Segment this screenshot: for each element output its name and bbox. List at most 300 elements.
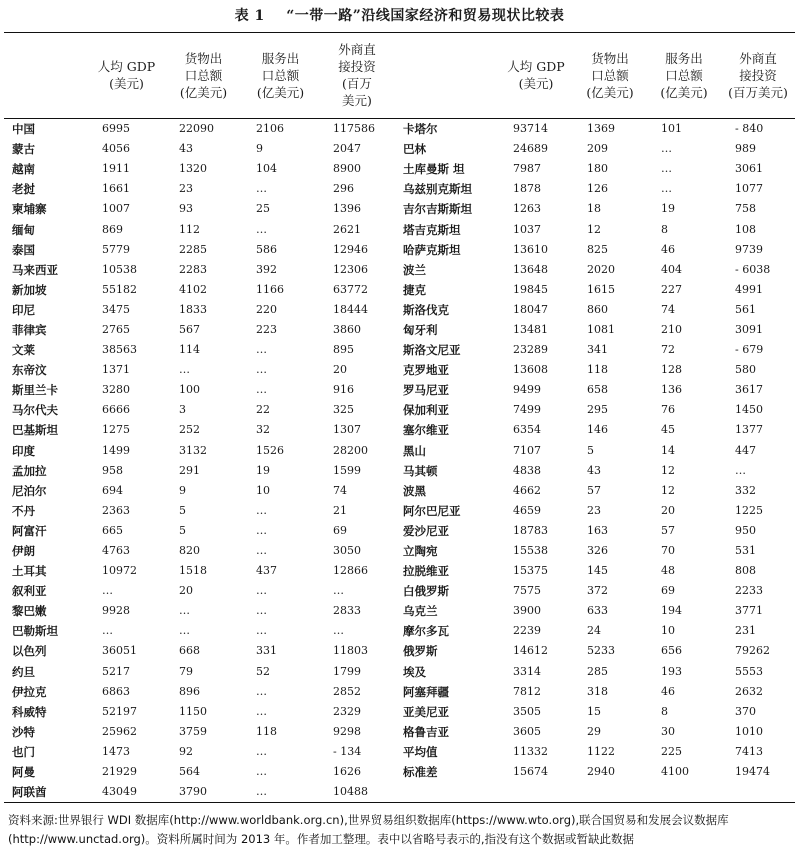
- left-services-cell: …: [256, 343, 267, 357]
- left-country-cell: 蒙古: [12, 142, 35, 157]
- left-country-cell: 马尔代夫: [12, 403, 58, 418]
- right-country-cell: 拉脱维亚: [403, 564, 449, 579]
- left-country-cell: 巴勒斯坦: [12, 624, 58, 639]
- right-goods-cell: 341: [587, 343, 608, 357]
- left-country-cell: 尼泊尔: [12, 483, 47, 498]
- table-row: [4, 662, 795, 682]
- right-goods-cell: 209: [587, 142, 608, 156]
- left-gdp-cell: 21929: [102, 765, 137, 779]
- left-goods-cell: 2285: [179, 242, 207, 256]
- right-gdp-cell: 7107: [513, 443, 541, 457]
- right-country-cell: 斯洛伐克: [403, 302, 449, 317]
- right-gdp-cell: 13610: [513, 242, 548, 256]
- right-services-cell: [647, 782, 721, 803]
- table-body: [4, 119, 795, 803]
- right-fdi-cell: 370: [735, 704, 756, 718]
- right-fdi-cell: 108: [735, 222, 756, 236]
- right-fdi-cell: 531: [735, 544, 756, 558]
- left-services-cell: …: [256, 363, 267, 377]
- table-row: [4, 722, 795, 742]
- right-goods-cell: 372: [587, 584, 608, 598]
- right-fdi-cell: 2632: [735, 684, 763, 698]
- left-services-cell: …: [256, 383, 267, 397]
- right-gdp-cell: 14612: [513, 644, 548, 658]
- left-services-cell: …: [256, 765, 267, 779]
- right-country-cell: 埃及: [403, 664, 426, 679]
- left-gdp-cell: 38563: [102, 343, 137, 357]
- left-goods-cell: …: [179, 363, 190, 377]
- table-row: [4, 179, 795, 199]
- right-gdp-cell: 23289: [513, 343, 548, 357]
- right-country-cell: 标准差: [403, 765, 438, 780]
- left-goods-cell: …: [179, 604, 190, 618]
- left-gdp-cell: 10538: [102, 262, 137, 276]
- right-country-cell: 亚美尼亚: [403, 704, 449, 719]
- right-gdp-cell: 3605: [513, 724, 541, 738]
- right-fdi-cell: 5553: [735, 664, 763, 678]
- left-country-cell: 印度: [12, 443, 35, 458]
- right-gdp-cell: 4838: [513, 463, 541, 477]
- left-services-cell: …: [256, 182, 267, 196]
- right-country-cell: 哈萨克斯坦: [403, 242, 461, 257]
- left-country-cell: 马来西亚: [12, 262, 58, 277]
- left-fdi-cell: …: [333, 584, 344, 598]
- left-goods-cell: 1320: [179, 162, 207, 176]
- left-gdp-cell: 4056: [102, 142, 130, 156]
- left-gdp-cell: 1661: [102, 182, 130, 196]
- left-fdi-cell: 117586: [333, 122, 375, 136]
- right-goods-cell: 825: [587, 242, 608, 256]
- left-gdp-cell: 3475: [102, 302, 130, 316]
- header-country-right: [395, 33, 499, 119]
- right-country-cell: 塔吉克斯坦: [403, 222, 461, 237]
- right-fdi-cell: 2233: [735, 584, 763, 598]
- left-gdp-cell: 665: [102, 523, 123, 537]
- right-fdi-cell: 1225: [735, 503, 763, 517]
- left-country-cell: 老挝: [12, 182, 35, 197]
- left-country-cell: 阿联酋: [12, 785, 47, 800]
- right-country-cell: 格鲁吉亚: [403, 724, 449, 739]
- left-country-cell: 不丹: [12, 503, 35, 518]
- right-country-cell: 马其顿: [403, 463, 438, 478]
- right-goods-cell: 163: [587, 523, 608, 537]
- left-goods-cell: 668: [179, 644, 200, 658]
- table-row: [4, 682, 795, 702]
- left-fdi-cell: 1799: [333, 664, 361, 678]
- left-goods-cell: 2283: [179, 262, 207, 276]
- left-fdi-cell: 1599: [333, 463, 361, 477]
- left-country-cell: 新加坡: [12, 282, 47, 297]
- right-services-cell: 74: [661, 302, 675, 316]
- right-fdi-cell: 332: [735, 483, 756, 497]
- left-goods-cell: 20: [179, 584, 193, 598]
- left-services-cell: 1166: [256, 282, 284, 296]
- right-services-cell: 225: [661, 744, 682, 758]
- right-country-cell: [395, 782, 499, 803]
- right-goods-cell: 5233: [587, 644, 615, 658]
- left-fdi-cell: 69: [333, 523, 347, 537]
- left-country-cell: 科威特: [12, 704, 47, 719]
- left-fdi-cell: 2329: [333, 704, 361, 718]
- right-fdi-cell: 950: [735, 523, 756, 537]
- table-row: [4, 280, 795, 300]
- right-fdi-cell: 79262: [735, 644, 770, 658]
- right-goods-cell: 318: [587, 684, 608, 698]
- table-row: [4, 702, 795, 722]
- table-row: [4, 641, 795, 661]
- left-fdi-cell: 28200: [333, 443, 368, 457]
- left-country-cell: 黎巴嫩: [12, 604, 47, 619]
- left-fdi-cell: …: [333, 624, 344, 638]
- left-fdi-cell: 2833: [333, 604, 361, 618]
- left-services-cell: 104: [256, 162, 277, 176]
- left-services-cell: …: [256, 744, 267, 758]
- left-fdi-cell: 2621: [333, 222, 361, 236]
- left-goods-cell: …: [179, 624, 190, 638]
- right-goods-cell: 658: [587, 383, 608, 397]
- right-services-cell: 57: [661, 523, 675, 537]
- left-services-cell: …: [256, 704, 267, 718]
- right-services-cell: 19: [661, 202, 675, 216]
- left-gdp-cell: 5779: [102, 242, 130, 256]
- left-gdp-cell: 6995: [102, 122, 130, 136]
- right-gdp-cell: 18783: [513, 523, 548, 537]
- right-gdp-cell: 3900: [513, 604, 541, 618]
- right-gdp-cell: 3505: [513, 704, 541, 718]
- left-gdp-cell: 9928: [102, 604, 130, 618]
- table-row: [4, 300, 795, 320]
- left-gdp-cell: 52197: [102, 704, 137, 718]
- right-country-cell: 摩尔多瓦: [403, 624, 449, 639]
- right-goods-cell: [573, 782, 647, 803]
- left-country-cell: 缅甸: [12, 222, 35, 237]
- left-services-cell: 1526: [256, 443, 284, 457]
- right-fdi-cell: 1077: [735, 182, 763, 196]
- right-country-cell: 巴林: [403, 142, 426, 157]
- right-country-cell: 波兰: [403, 262, 426, 277]
- right-country-cell: 捷克: [403, 282, 426, 297]
- source-note: 资料来源:世界银行 WDI 数据库(http://www.worldbank.org.cn),世界贸易组织数据库(https://www.wto.org),联合国贸易和发展会议数据库(http://www.unctad.org)。资料所属时间为 2013 年。作者加工整理。表中以省略号表示的,指没有这个数据或暂缺此数据: [8, 813, 729, 847]
- right-services-cell: 72: [661, 343, 675, 357]
- table-row: [4, 742, 795, 762]
- left-services-cell: …: [256, 604, 267, 618]
- left-services-cell: 25: [256, 202, 270, 216]
- left-fdi-cell: 3050: [333, 544, 361, 558]
- left-gdp-cell: 4763: [102, 544, 130, 558]
- left-gdp-cell: 1911: [102, 162, 130, 176]
- right-services-cell: 14: [661, 443, 675, 457]
- table-row: [4, 420, 795, 440]
- right-gdp-cell: 13608: [513, 363, 548, 377]
- left-country-cell: 中国: [12, 122, 35, 137]
- header-goods-left: 货物出 口总额 (亿美元): [165, 33, 242, 119]
- left-goods-cell: 23: [179, 182, 193, 196]
- left-services-cell: 331: [256, 644, 277, 658]
- left-services-cell: 586: [256, 242, 277, 256]
- left-goods-cell: 3790: [179, 785, 207, 799]
- right-country-cell: 匈牙利: [403, 322, 438, 337]
- left-services-cell: …: [256, 785, 267, 799]
- header-gdp-left: 人均 GDP (美元): [88, 33, 165, 119]
- right-country-cell: 保加利亚: [403, 403, 449, 418]
- right-gdp-cell: 4659: [513, 503, 541, 517]
- right-country-cell: 爱沙尼亚: [403, 523, 449, 538]
- table-row: [4, 159, 795, 179]
- right-gdp-cell: 13481: [513, 322, 548, 336]
- left-gdp-cell: 5217: [102, 664, 130, 678]
- right-services-cell: 136: [661, 383, 682, 397]
- left-goods-cell: 1833: [179, 302, 207, 316]
- right-gdp-cell: 19845: [513, 282, 548, 296]
- header-country-left: [4, 33, 88, 119]
- left-goods-cell: 1150: [179, 704, 207, 718]
- right-goods-cell: 118: [587, 363, 608, 377]
- right-fdi-cell: 758: [735, 202, 756, 216]
- right-country-cell: 白俄罗斯: [403, 584, 449, 599]
- right-country-cell: 吉尔吉斯斯坦: [403, 202, 472, 217]
- left-goods-cell: 43: [179, 142, 193, 156]
- right-gdp-cell: 4662: [513, 483, 541, 497]
- right-country-cell: 斯洛文尼亚: [403, 343, 461, 358]
- right-goods-cell: 24: [587, 624, 601, 638]
- left-gdp-cell: 36051: [102, 644, 137, 658]
- table-row: [4, 380, 795, 400]
- left-fdi-cell: 895: [333, 343, 354, 357]
- left-services-cell: …: [256, 684, 267, 698]
- right-services-cell: 194: [661, 604, 682, 618]
- right-fdi-cell: 3617: [735, 383, 763, 397]
- table-row: [4, 762, 795, 782]
- left-gdp-cell: 1371: [102, 363, 130, 377]
- right-goods-cell: 285: [587, 664, 608, 678]
- table-row: [4, 219, 795, 239]
- left-fdi-cell: 3860: [333, 322, 361, 336]
- right-country-cell: 黑山: [403, 443, 426, 458]
- left-country-cell: 东帝汶: [12, 363, 47, 378]
- right-fdi-cell: 3061: [735, 162, 763, 176]
- right-services-cell: 101: [661, 122, 682, 136]
- right-country-cell: 乌克兰: [403, 604, 438, 619]
- right-services-cell: 4100: [661, 765, 689, 779]
- left-services-cell: …: [256, 624, 267, 638]
- left-country-cell: 伊拉克: [12, 684, 47, 699]
- left-goods-cell: 567: [179, 322, 200, 336]
- left-fdi-cell: - 134: [333, 744, 362, 758]
- left-goods-cell: 5: [179, 523, 186, 537]
- table-row: [4, 260, 795, 280]
- left-gdp-cell: 10972: [102, 564, 137, 578]
- right-gdp-cell: 15538: [513, 544, 548, 558]
- left-goods-cell: 564: [179, 765, 200, 779]
- right-goods-cell: 29: [587, 724, 601, 738]
- right-goods-cell: 2020: [587, 262, 615, 276]
- left-services-cell: …: [256, 222, 267, 236]
- left-fdi-cell: 10488: [333, 785, 368, 799]
- right-gdp-cell: 9499: [513, 383, 541, 397]
- right-gdp-cell: 24689: [513, 142, 548, 156]
- right-services-cell: 46: [661, 242, 675, 256]
- right-services-cell: 76: [661, 403, 675, 417]
- right-goods-cell: 326: [587, 544, 608, 558]
- right-goods-cell: 180: [587, 162, 608, 176]
- right-gdp-cell: 7812: [513, 684, 541, 698]
- left-fdi-cell: 325: [333, 403, 354, 417]
- right-country-cell: 土库曼斯 坦: [403, 162, 465, 177]
- left-goods-cell: 9: [179, 483, 186, 497]
- left-goods-cell: 79: [179, 664, 193, 678]
- table-row: [4, 581, 795, 601]
- right-fdi-cell: 808: [735, 564, 756, 578]
- table-row: [4, 340, 795, 360]
- left-country-cell: 也门: [12, 744, 35, 759]
- right-gdp-cell: 7575: [513, 584, 541, 598]
- right-fdi-cell: …: [735, 463, 746, 477]
- left-services-cell: 19: [256, 463, 270, 477]
- right-services-cell: 48: [661, 564, 675, 578]
- right-gdp-cell: 11332: [513, 744, 548, 758]
- left-services-cell: 2106: [256, 122, 284, 136]
- table-row: [4, 119, 795, 140]
- left-gdp-cell: 694: [102, 483, 123, 497]
- left-goods-cell: 291: [179, 463, 200, 477]
- left-gdp-cell: 2765: [102, 322, 130, 336]
- left-fdi-cell: 1396: [333, 202, 361, 216]
- right-goods-cell: 57: [587, 483, 601, 497]
- left-services-cell: …: [256, 523, 267, 537]
- right-services-cell: 8: [661, 222, 668, 236]
- right-fdi-cell: - 679: [735, 343, 764, 357]
- right-goods-cell: 18: [587, 202, 601, 216]
- left-gdp-cell: 43049: [102, 785, 137, 799]
- left-fdi-cell: 12866: [333, 564, 368, 578]
- table-row: [4, 782, 795, 803]
- left-country-cell: 以色列: [12, 644, 47, 659]
- left-country-cell: 柬埔寨: [12, 202, 47, 217]
- right-services-cell: 12: [661, 463, 675, 477]
- header-fdi-left: 外商直 接投资 (百万 美元): [319, 33, 395, 119]
- left-gdp-cell: 958: [102, 463, 123, 477]
- left-country-cell: 阿曼: [12, 765, 35, 780]
- right-gdp-cell: 1037: [513, 222, 541, 236]
- header-services-right: 服务出 口总额 (亿美元): [647, 33, 721, 119]
- right-services-cell: 46: [661, 684, 675, 698]
- left-services-cell: 220: [256, 302, 277, 316]
- right-fdi-cell: 1450: [735, 403, 763, 417]
- left-gdp-cell: 1499: [102, 443, 130, 457]
- table-row: [4, 521, 795, 541]
- right-services-cell: …: [661, 142, 672, 156]
- right-goods-cell: 1122: [587, 744, 615, 758]
- left-goods-cell: 3132: [179, 443, 207, 457]
- right-goods-cell: 2940: [587, 765, 615, 779]
- left-country-cell: 越南: [12, 162, 35, 177]
- left-country-cell: 文莱: [12, 343, 35, 358]
- right-gdp-cell: 2239: [513, 624, 541, 638]
- right-fdi-cell: 580: [735, 363, 756, 377]
- left-goods-cell: 93: [179, 202, 193, 216]
- right-services-cell: 69: [661, 584, 675, 598]
- right-gdp-cell: 6354: [513, 423, 541, 437]
- left-fdi-cell: 9298: [333, 724, 361, 738]
- left-goods-cell: 112: [179, 222, 200, 236]
- right-services-cell: …: [661, 182, 672, 196]
- right-gdp-cell: 13648: [513, 262, 548, 276]
- header-gdp-right: 人均 GDP (美元): [499, 33, 573, 119]
- right-goods-cell: 145: [587, 564, 608, 578]
- left-goods-cell: 5: [179, 503, 186, 517]
- left-country-cell: 巴基斯坦: [12, 423, 58, 438]
- table-row: [4, 561, 795, 581]
- left-goods-cell: 100: [179, 383, 200, 397]
- right-services-cell: 210: [661, 322, 682, 336]
- left-gdp-cell: 55182: [102, 282, 137, 296]
- left-fdi-cell: 20: [333, 363, 347, 377]
- right-goods-cell: 146: [587, 423, 608, 437]
- left-fdi-cell: 18444: [333, 302, 368, 316]
- right-fdi-cell: 1010: [735, 724, 763, 738]
- left-fdi-cell: 296: [333, 182, 354, 196]
- right-services-cell: 10: [661, 624, 675, 638]
- left-country-cell: 印尼: [12, 302, 35, 317]
- table-row: [4, 139, 795, 159]
- right-country-cell: 波黑: [403, 483, 426, 498]
- right-fdi-cell: 231: [735, 624, 756, 638]
- right-goods-cell: 126: [587, 182, 608, 196]
- right-gdp-cell: 1878: [513, 182, 541, 196]
- right-fdi-cell: 447: [735, 443, 756, 457]
- table-row: [4, 441, 795, 461]
- left-services-cell: 392: [256, 262, 277, 276]
- left-goods-cell: 1518: [179, 564, 207, 578]
- left-services-cell: 22: [256, 403, 270, 417]
- table-row: [4, 320, 795, 340]
- right-services-cell: 8: [661, 704, 668, 718]
- left-gdp-cell: 3280: [102, 383, 130, 397]
- right-gdp-cell: 7987: [513, 162, 541, 176]
- left-goods-cell: 252: [179, 423, 200, 437]
- left-goods-cell: 896: [179, 684, 200, 698]
- left-gdp-cell: 6666: [102, 403, 130, 417]
- table-label: 表 1: [234, 8, 265, 24]
- right-goods-cell: 633: [587, 604, 608, 618]
- left-fdi-cell: 1626: [333, 765, 361, 779]
- left-fdi-cell: 2047: [333, 142, 361, 156]
- table-row: [4, 400, 795, 420]
- left-goods-cell: 4102: [179, 282, 207, 296]
- right-fdi-cell: - 840: [735, 122, 764, 136]
- right-services-cell: 128: [661, 363, 682, 377]
- left-country-cell: 土耳其: [12, 564, 47, 579]
- right-goods-cell: 860: [587, 302, 608, 316]
- table-caption: [4, 6, 795, 26]
- right-gdp-cell: 15375: [513, 564, 548, 578]
- left-services-cell: 9: [256, 142, 263, 156]
- left-gdp-cell: 1007: [102, 202, 130, 216]
- left-country-cell: 沙特: [12, 724, 35, 739]
- right-services-cell: 227: [661, 282, 682, 296]
- right-country-cell: 乌兹别克斯坦: [403, 182, 472, 197]
- right-country-cell: 卡塔尔: [403, 122, 438, 137]
- left-services-cell: …: [256, 584, 267, 598]
- left-country-cell: 斯里兰卡: [12, 383, 58, 398]
- right-gdp-cell: 7499: [513, 403, 541, 417]
- right-services-cell: …: [661, 162, 672, 176]
- left-services-cell: 118: [256, 724, 277, 738]
- left-fdi-cell: 63772: [333, 282, 368, 296]
- right-fdi-cell: 7413: [735, 744, 763, 758]
- left-gdp-cell: 6863: [102, 684, 130, 698]
- table-row: [4, 240, 795, 260]
